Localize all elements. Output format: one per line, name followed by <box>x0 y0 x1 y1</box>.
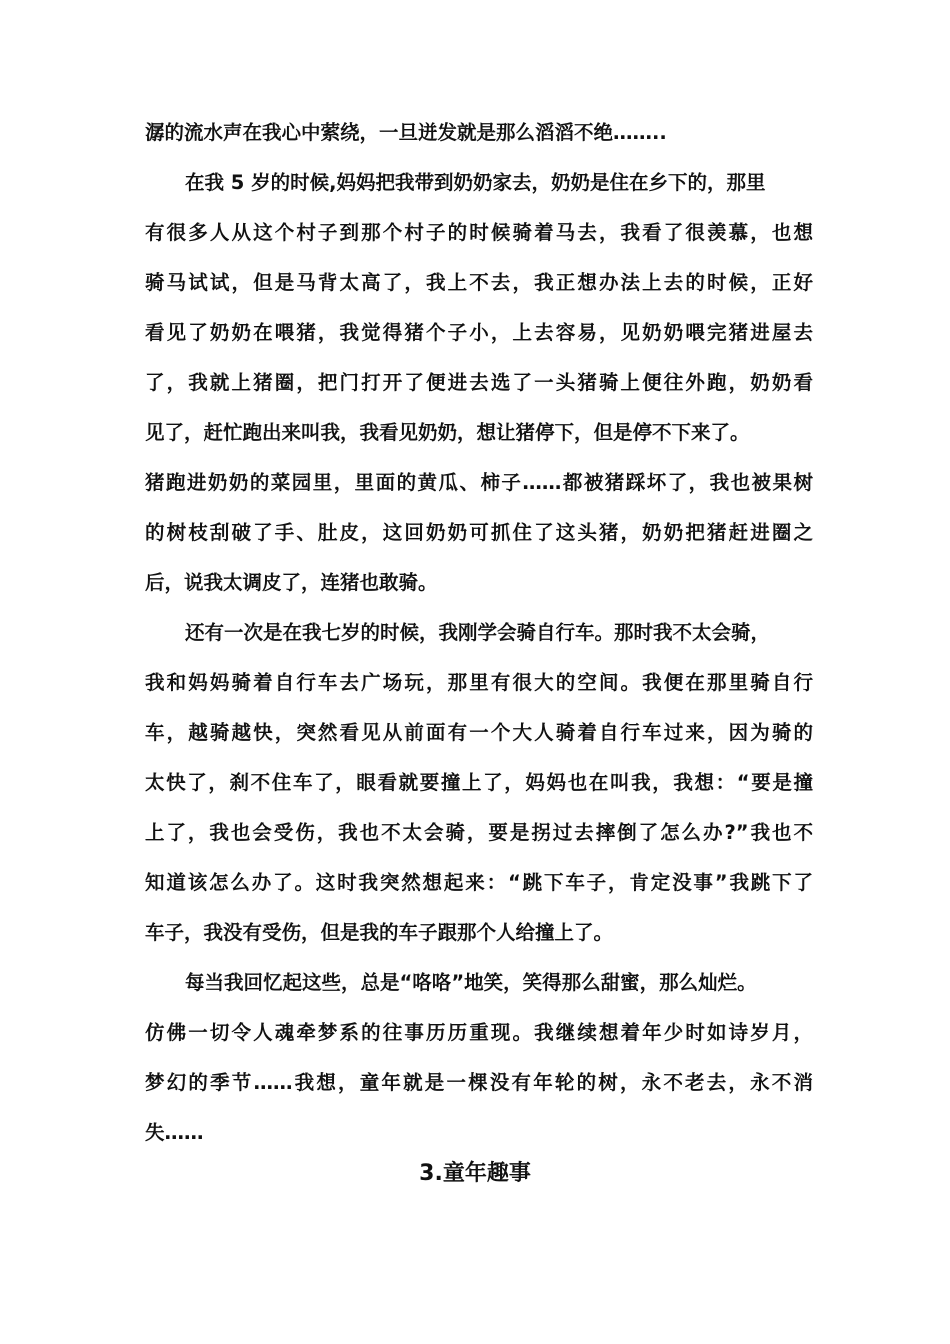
text-line: 了，我就上猪圈，把门打开了便进去选了一头猪骑上便往外跑，奶奶看 <box>145 371 813 394</box>
text-line: 骑马试试，但是马背太高了，我上不去，我正想办法上去的时候，正好 <box>145 271 813 294</box>
text-line: 有很多人从这个村子到那个村子的时候骑着马去，我看了很羡慕，也想 <box>145 221 813 244</box>
text-line: 见了，赶忙跑出来叫我，我看见奶奶，想让猪停下，但是停不下来了。 <box>145 421 750 444</box>
text-line: 太快了，刹不住车了，眼看就要撞上了，妈妈也在叫我，我想：“要是撞 <box>145 771 813 794</box>
text-line: 上了，我也会受伤，我也不太会骑，要是拐过去摔倒了怎么办?”我也不 <box>145 821 813 844</box>
text-line: 看见了奶奶在喂猪，我觉得猪个子小，上去容易，见奶奶喂完猪进屋去 <box>145 321 813 344</box>
text-line: 车，越骑越快，突然看见从前面有一个大人骑着自行车过来，因为骑的 <box>145 721 813 744</box>
paragraph-start-line: 还有一次是在我七岁的时候，我刚学会骑自行车。那时我不太会骑， <box>185 621 771 644</box>
text-line: 失…… <box>145 1121 204 1144</box>
text-line: 猪跑进奶奶的菜园里，里面的黄瓜、柿子……都被猪踩坏了，我也被果树 <box>145 471 813 494</box>
paragraph-start-line: 在我 5 岁的时候,妈妈把我带到奶奶家去，奶奶是住在乡下的，那里 <box>185 171 766 194</box>
text-line: 车子，我没有受伤，但是我的车子跟那个人给撞上了。 <box>145 921 614 944</box>
text-line: 潺的流水声在我心中萦绕，一旦迸发就是那么滔滔不绝…….. <box>145 121 667 144</box>
text-line: 的树枝刮破了手、肚皮，这回奶奶可抓住了这头猪，奶奶把猪赶进圈之 <box>145 521 813 544</box>
text-line: 仿佛一切令人魂牵梦系的往事历历重现。我继续想着年少时如诗岁月， <box>145 1021 813 1044</box>
paragraph-start-line: 每当我回忆起这些，总是“咯咯”地笑，笑得那么甜蜜，那么灿烂。 <box>185 971 757 994</box>
text-line: 梦幻的季节……我想，童年就是一棵没有年轮的树，永不老去，永不消 <box>145 1071 813 1094</box>
text-line: 我和妈妈骑着自行车去广场玩，那里有很大的空间。我便在那里骑自行 <box>145 671 813 694</box>
essay-body <box>145 111 813 1161</box>
text-line: 知道该怎么办了。这时我突然想起来：“跳下车子，肯定没事”我跳下了 <box>145 871 813 894</box>
text-line: 后，说我太调皮了，连猪也敢骑。 <box>145 571 438 594</box>
section-heading: 3.童年趣事 <box>419 1161 531 1186</box>
